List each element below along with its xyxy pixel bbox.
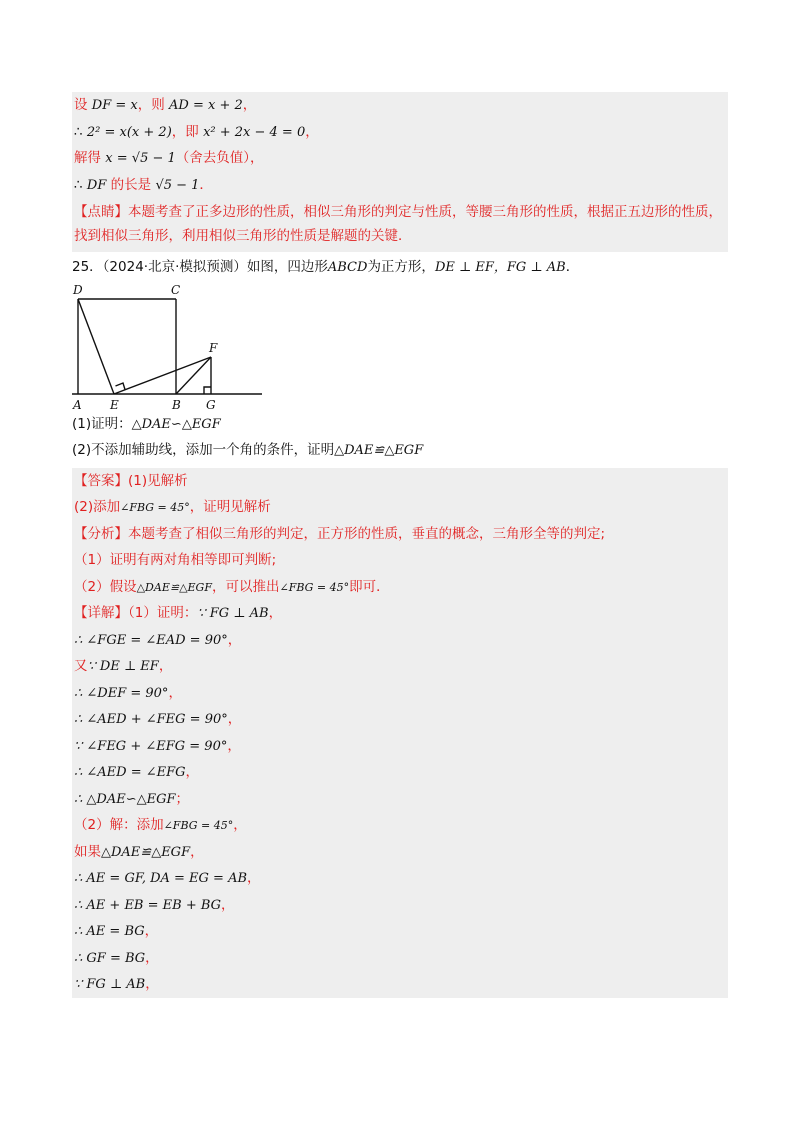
detail-line xyxy=(72,627,728,654)
solution-line xyxy=(72,92,728,119)
comment-paragraph: 【点睛】本题考查了正多边形的性质，相似三角形的判定与性质，等腰三角形的性质，根据正五边形的性质，找到相似三角形，利用相似三角形的性质是解题的关键． xyxy=(74,204,722,244)
detail-line xyxy=(72,892,728,919)
geometry-figure xyxy=(72,281,728,411)
math: AD = x + 2 xyxy=(169,98,243,113)
math: ∴ GF = BG xyxy=(74,950,146,966)
label-G: G xyxy=(206,397,216,411)
detail-line xyxy=(72,945,728,972)
text: 【详解】（1）证明： xyxy=(74,605,198,621)
label-A: A xyxy=(73,397,82,411)
right-angle-E xyxy=(116,383,126,390)
text: 为正方形， xyxy=(367,259,435,275)
text: ∴ xyxy=(74,123,87,140)
label-B: B xyxy=(172,397,181,411)
math: x = √5 − 1 xyxy=(105,151,176,166)
math: ∠FBG = 45° xyxy=(120,501,190,514)
text: 即可． xyxy=(349,578,390,595)
label-D: D xyxy=(73,282,83,297)
detail-line xyxy=(72,759,728,786)
question-25 xyxy=(72,254,728,464)
text: （舍去负值）， xyxy=(175,150,264,166)
math: ∴ △DAE∽△EGF xyxy=(74,791,176,807)
text: ， xyxy=(158,658,173,674)
math: ∠FBG = 45° xyxy=(163,819,234,832)
math: ∵ DE ⊥ EF xyxy=(87,659,159,674)
detail-line xyxy=(72,600,728,627)
math: ABCD xyxy=(327,260,368,275)
text: ， xyxy=(305,123,319,140)
math: △DAE≌△EGF xyxy=(136,580,212,594)
math: ∴ AE + EB = EB + BG xyxy=(74,897,222,913)
analysis-line: （1）证明有两对角相等即可判断; xyxy=(74,552,277,568)
text: （2）解：添加 xyxy=(74,817,164,833)
label-C: C xyxy=(171,282,181,297)
math: 2² = x(x + 2) xyxy=(86,124,172,140)
text: （2）假设 xyxy=(74,578,137,595)
question-stem xyxy=(72,254,728,281)
solution-line xyxy=(72,119,728,146)
answer-line: 【答案】(1)见解析 xyxy=(74,472,188,489)
math: △DAE≌△EGF xyxy=(334,443,424,458)
question-part-2 xyxy=(72,437,728,464)
math: √5 − 1 xyxy=(155,177,200,193)
math: ∴ ∠FGE = ∠EAD = 90° xyxy=(74,632,228,648)
math: ∴ AE = BG xyxy=(74,924,145,939)
detail-line xyxy=(72,865,728,892)
math: ∴ ∠AED + ∠FEG = 90° xyxy=(74,712,228,727)
math: DF = x xyxy=(91,98,138,113)
text: ， xyxy=(227,737,241,754)
text: (2)不添加辅助线，添加一个角的条件，证明 xyxy=(72,442,335,458)
text: 25．（2024·北京·模拟预测）如图，四边形 xyxy=(72,259,328,275)
text: ， xyxy=(268,605,283,621)
math: x² + 2x − 4 = 0 xyxy=(203,124,306,140)
math: ∴ ∠AED = ∠EFG xyxy=(74,765,186,780)
analysis-line xyxy=(72,574,728,601)
segment-BF xyxy=(176,357,211,394)
math: DF xyxy=(86,177,107,193)
detail-line xyxy=(72,706,728,733)
text: 又 xyxy=(74,658,88,674)
math: ∵ ∠FEG + ∠EFG = 90° xyxy=(74,738,228,754)
answer-block xyxy=(72,468,728,998)
detail-line xyxy=(72,971,728,998)
text: ， xyxy=(227,631,242,648)
text: ，则 xyxy=(137,97,170,113)
question-part-1 xyxy=(72,411,728,438)
math: ∵ FG ⊥ AB xyxy=(74,977,146,992)
text: ，可以推出 xyxy=(211,578,280,595)
math: ∴ ∠DEF = 90° xyxy=(74,685,169,701)
text: ， xyxy=(144,923,159,939)
detail-line xyxy=(72,680,728,707)
math: ∵ FG ⊥ AB xyxy=(197,606,269,621)
text: (2)添加 xyxy=(74,499,121,515)
solution-line xyxy=(72,145,728,172)
segment-EF xyxy=(114,357,211,394)
text: ． xyxy=(565,259,580,275)
detail-line xyxy=(72,786,728,813)
text: ， xyxy=(227,711,242,727)
text: 如果 xyxy=(74,843,101,860)
detail-line xyxy=(72,812,728,839)
text: ， xyxy=(242,97,257,113)
document-page xyxy=(72,92,728,998)
math: △DAE∽△EGF xyxy=(131,416,221,432)
text: ， xyxy=(145,949,159,966)
right-angle-G xyxy=(204,387,211,394)
solution-line xyxy=(72,172,728,199)
text: ． xyxy=(199,176,213,193)
text: ， xyxy=(145,976,159,992)
math: ∴ AE = GF, DA = EG = AB xyxy=(74,871,248,886)
math: DE ⊥ EF，FG ⊥ AB xyxy=(434,260,566,275)
text: ， xyxy=(233,817,247,833)
detail-line xyxy=(72,918,728,945)
text: (1)证明： xyxy=(72,415,132,432)
math: ∠FBG = 45° xyxy=(279,580,350,594)
text: ，证明见解析 xyxy=(189,499,271,515)
text: ； xyxy=(175,790,189,807)
text: ， xyxy=(168,684,182,701)
detail-line xyxy=(72,839,728,866)
segment-DE xyxy=(78,299,114,394)
text: ， xyxy=(247,870,261,886)
text: ， xyxy=(185,764,200,780)
text: ， xyxy=(190,843,204,860)
detail-line xyxy=(72,733,728,760)
answer-line xyxy=(72,494,728,521)
text: ， xyxy=(221,896,235,913)
detail-line xyxy=(72,653,728,680)
label-E: E xyxy=(110,397,119,411)
label-F: F xyxy=(209,340,218,355)
previous-solution xyxy=(72,92,728,252)
text: 设 xyxy=(74,97,92,113)
analysis-line: 【分析】本题考查了相似三角形的判定，正方形的性质，垂直的概念，三角形全等的判定; xyxy=(74,525,606,542)
text: ，即 xyxy=(171,123,204,140)
text: 的长是 xyxy=(106,176,156,193)
text: 解得 xyxy=(74,150,106,166)
text: ∴ xyxy=(74,176,87,193)
square-diagram xyxy=(72,281,728,411)
math: △DAE≌△EGF xyxy=(101,844,191,860)
